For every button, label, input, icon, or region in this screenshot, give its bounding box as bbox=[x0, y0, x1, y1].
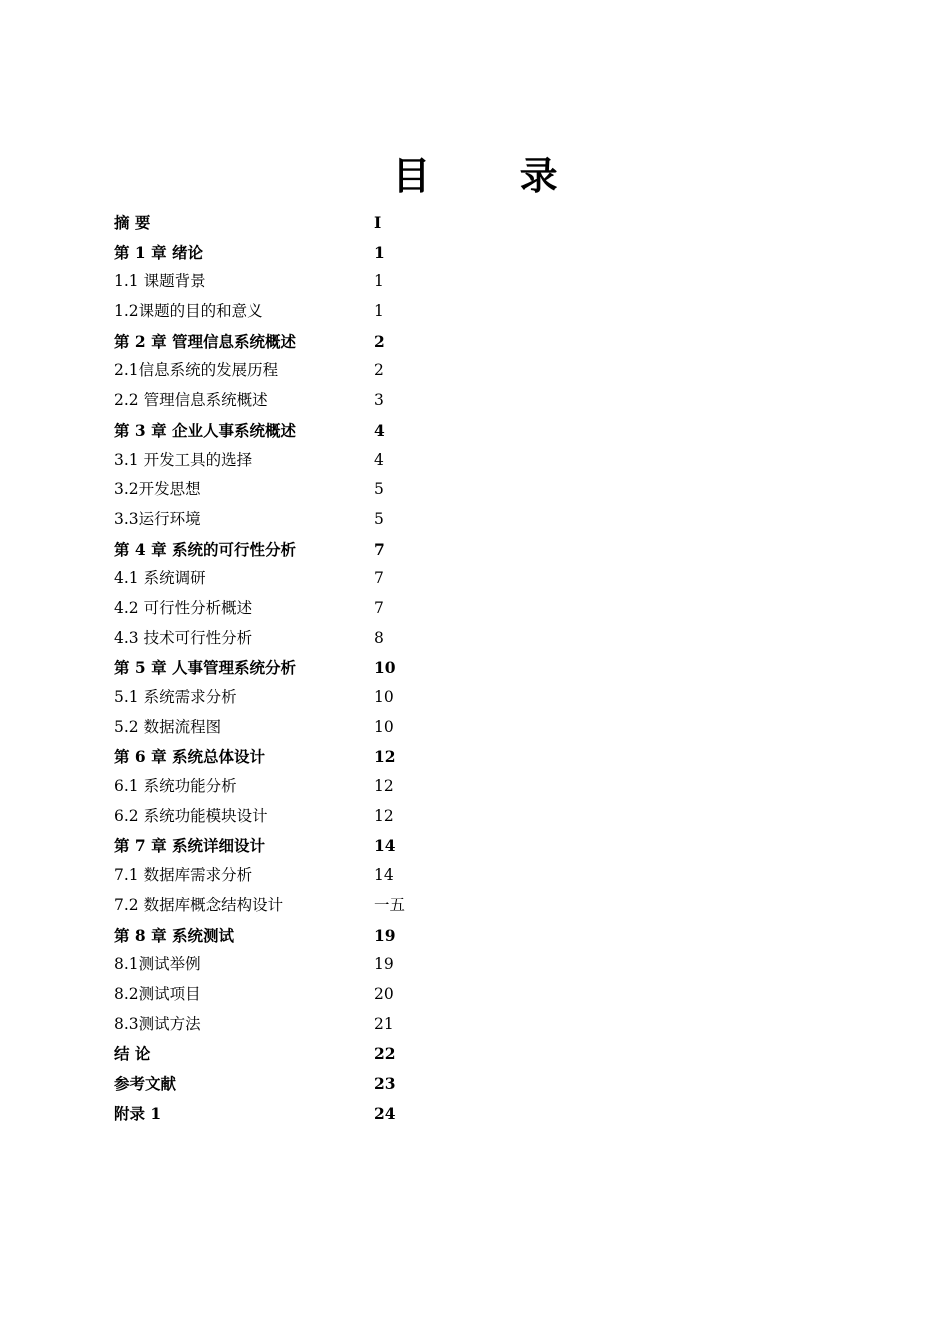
toc-chapter-entry bbox=[114, 416, 514, 446]
toc-chapter-entry bbox=[114, 238, 514, 268]
toc-page-number: 10 bbox=[374, 688, 394, 706]
toc-page-number: 12 bbox=[374, 747, 396, 767]
toc-entry-label: 第 5 章 人事管理系统分析 bbox=[114, 658, 296, 678]
toc-page-number: 14 bbox=[374, 866, 394, 885]
toc-section-entry bbox=[114, 356, 514, 386]
toc-section-entry bbox=[114, 950, 514, 980]
toc-page-number: 7 bbox=[374, 598, 384, 617]
toc-entry-label: 1.1 课题背景 bbox=[114, 272, 206, 291]
toc-entry-label: 附录 1 bbox=[114, 1103, 162, 1123]
toc-page-number: 19 bbox=[374, 955, 394, 974]
toc-entry-label: 6.2 系统功能模块设计 bbox=[114, 806, 268, 825]
toc-entry-label: 8.3测试方法 bbox=[114, 1014, 201, 1033]
toc-entry-label: 2.1信息系统的发展历程 bbox=[114, 361, 279, 380]
toc-page-number: 22 bbox=[374, 1044, 396, 1064]
page-title: 目 录 bbox=[392, 153, 596, 198]
toc-page-number: 2 bbox=[374, 361, 384, 380]
toc-entry-label: 第 6 章 系统总体设计 bbox=[114, 747, 265, 767]
toc-entry-label: 摘 要 bbox=[114, 213, 151, 232]
toc-chapter-entry bbox=[114, 327, 514, 357]
toc-section-entry bbox=[114, 861, 514, 891]
toc-section-entry bbox=[114, 980, 514, 1010]
toc-entry-label: 结 论 bbox=[114, 1044, 151, 1064]
toc-entry-label: 6.1 系统功能分析 bbox=[114, 777, 237, 796]
toc-chapter-entry bbox=[114, 1099, 514, 1129]
toc-page-number: 19 bbox=[374, 925, 396, 945]
toc-section-entry bbox=[114, 564, 514, 594]
toc-chapter-entry bbox=[114, 653, 514, 683]
toc-page-number: 23 bbox=[374, 1073, 396, 1093]
toc-page-number: 7 bbox=[374, 539, 385, 559]
toc-section-entry bbox=[114, 386, 514, 416]
toc-page-number: 一五 bbox=[374, 895, 406, 914]
toc-page-number: 5 bbox=[374, 480, 384, 499]
toc-chapter-entry bbox=[114, 831, 514, 861]
toc-page-number: 20 bbox=[374, 984, 394, 1003]
toc-page-number: 4 bbox=[374, 450, 384, 469]
toc-entry-label: 7.2 数据库概念结构设计 bbox=[114, 895, 284, 914]
toc-entry-label: 2.2 管理信息系统概述 bbox=[114, 391, 268, 410]
toc-page-number: 24 bbox=[374, 1103, 396, 1123]
toc-entry-label: 1.2课题的目的和意义 bbox=[114, 302, 263, 321]
toc-chapter-entry bbox=[114, 742, 514, 772]
toc-entry-label: 4.2 可行性分析概述 bbox=[114, 598, 253, 617]
toc-page-number: 2 bbox=[374, 331, 385, 351]
toc-entry-label: 8.2测试项目 bbox=[114, 984, 201, 1003]
toc-chapter-entry bbox=[114, 921, 514, 951]
toc-entry-label: 7.1 数据库需求分析 bbox=[114, 866, 253, 885]
toc-section-entry bbox=[114, 1010, 514, 1040]
toc-page-number: 5 bbox=[374, 509, 384, 528]
toc-entry-label: 5.1 系统需求分析 bbox=[114, 688, 237, 706]
toc-chapter-entry bbox=[114, 208, 514, 238]
toc-entry-label: 参考文献 bbox=[114, 1073, 177, 1093]
toc-section-entry bbox=[114, 772, 514, 802]
toc-entry-label: 第 8 章 系统测试 bbox=[114, 925, 234, 945]
toc-page-number: 1 bbox=[374, 272, 384, 291]
toc-entry-label: 3.1 开发工具的选择 bbox=[114, 450, 253, 469]
toc-entry-label: 3.3运行环境 bbox=[114, 509, 201, 528]
toc-section-entry bbox=[114, 475, 514, 505]
toc-page-number: 4 bbox=[374, 420, 385, 440]
toc-section-entry bbox=[114, 594, 514, 624]
toc-entry-label: 4.3 技术可行性分析 bbox=[114, 628, 253, 647]
toc-entry-label: 第 4 章 系统的可行性分析 bbox=[114, 539, 296, 559]
toc-entry-label: 第 7 章 系统详细设计 bbox=[114, 836, 265, 856]
toc-entry-label: 第 2 章 管理信息系统概述 bbox=[114, 331, 296, 351]
toc-page-number: 1 bbox=[374, 302, 384, 321]
toc-page-number: 8 bbox=[374, 628, 384, 647]
toc-page-number: 10 bbox=[374, 658, 396, 678]
toc-section-entry bbox=[114, 267, 514, 297]
toc-section-entry bbox=[114, 505, 514, 535]
toc-entry-label: 3.2开发思想 bbox=[114, 480, 201, 499]
toc-entry-label: 5.2 数据流程图 bbox=[114, 717, 222, 736]
toc-page-number: 3 bbox=[374, 391, 384, 410]
toc-page-number: I bbox=[374, 213, 382, 232]
toc-page-number: 10 bbox=[374, 717, 394, 736]
toc-page-number: 14 bbox=[374, 836, 396, 856]
toc-page-number: 1 bbox=[374, 242, 385, 262]
toc-chapter-entry bbox=[114, 1069, 514, 1099]
toc-entry-label: 8.1测试举例 bbox=[114, 955, 201, 974]
toc-section-entry bbox=[114, 713, 514, 743]
toc-page-number: 21 bbox=[374, 1014, 394, 1033]
toc-chapter-entry bbox=[114, 535, 514, 565]
table-of-contents bbox=[114, 208, 514, 1128]
toc-page-number: 12 bbox=[374, 777, 394, 796]
toc-section-entry bbox=[114, 891, 514, 921]
toc-entry-label: 第 1 章 绪论 bbox=[114, 242, 203, 262]
toc-page-number: 7 bbox=[374, 569, 384, 588]
toc-section-entry bbox=[114, 802, 514, 832]
toc-section-entry bbox=[114, 683, 514, 713]
toc-page-number: 12 bbox=[374, 806, 394, 825]
toc-entry-label: 第 3 章 企业人事系统概述 bbox=[114, 420, 296, 440]
toc-section-entry bbox=[114, 446, 514, 476]
toc-section-entry bbox=[114, 297, 514, 327]
toc-entry-label: 4.1 系统调研 bbox=[114, 569, 206, 588]
toc-section-entry bbox=[114, 624, 514, 654]
toc-chapter-entry bbox=[114, 1039, 514, 1069]
